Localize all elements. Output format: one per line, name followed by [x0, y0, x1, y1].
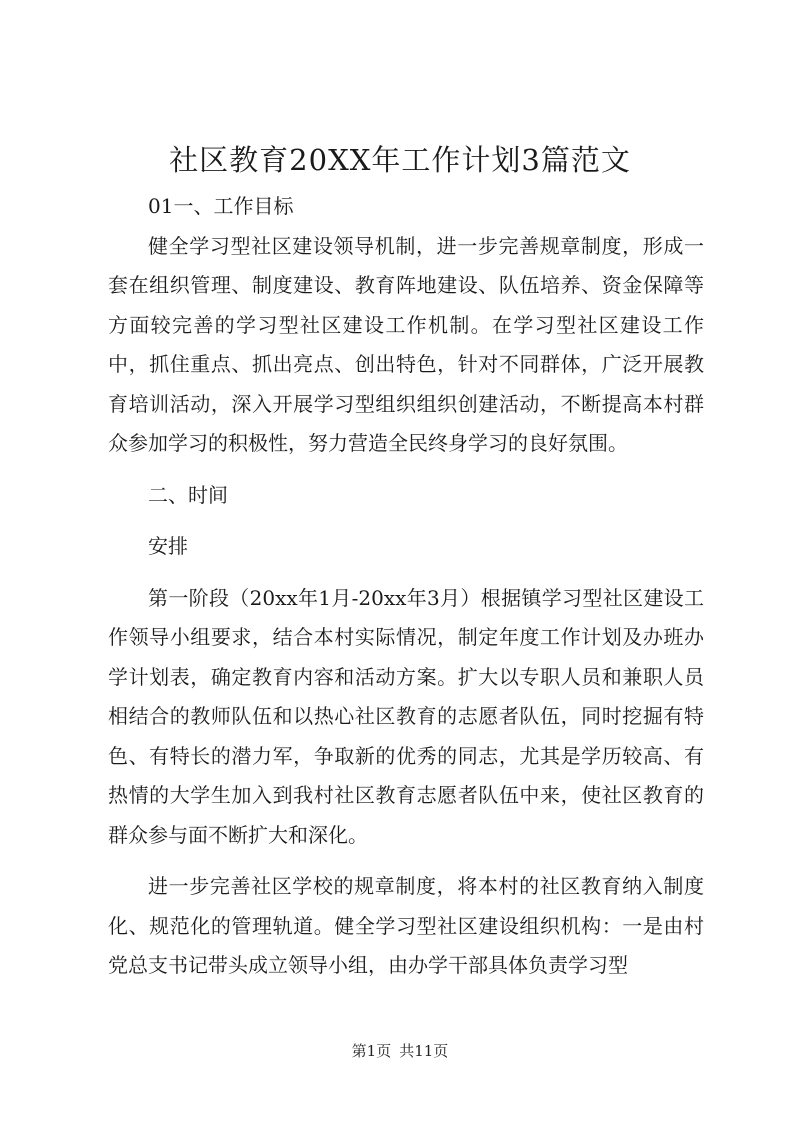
section-heading-arrangement: 安排 [148, 534, 188, 558]
paragraph-phase-one: 第一阶段（20xx年1月-20xx年3月）根据镇学习型社区建设工作领导小组要求，结合本村实际情况，制定年度工作计划及办班办学计划表，确定教育内容和活动方案。扩大以专职人员和兼职人员相结合的教师队伍和以热心社区教育的志愿者队伍，同时挖掘有特色、有特长的潜力军，争取新的优秀的同志，尤其是学历较高、有热情的大学生加入到我村社区教育志愿者队伍中来，使社区教育的群众参与面不断扩大和深化。 [108, 585, 704, 847]
paragraph-goals: 健全学习型社区建设领导机制，进一步完善规章制度，形成一套在组织管理、制度建设、教育阵地建设、队伍培养、资金保障等方面较完善的学习型社区建设工作机制。在学习型社区建设工作中，抓住重点、抓出亮点、创出特色，针对不同群体，广泛开展教育培训活动，深入开展学习型组织组织创建活动，不断提高本村群众参加学习的积极性，努力营造全民终身学习的良好氛围。 [108, 233, 704, 455]
page-total: 共11页 [399, 1042, 449, 1060]
section-heading-goals: 01一、工作目标 [148, 194, 294, 218]
document-body [108, 187, 704, 986]
page-footer [0, 1040, 800, 1062]
page-number: 第1页 [351, 1042, 392, 1060]
document-title: 社区教育20XX年工作计划3篇范文 [169, 143, 631, 177]
section-heading-time: 二、时间 [148, 482, 228, 507]
paragraph-regulations: 进一步完善社区学校的规章制度，将本村的社区教育纳入制度化、规范化的管理轨道。健全学习型社区建设组织机构：一是由村党总支书记带头成立领导小组，由办学干部具体负责学习型 [108, 874, 704, 977]
